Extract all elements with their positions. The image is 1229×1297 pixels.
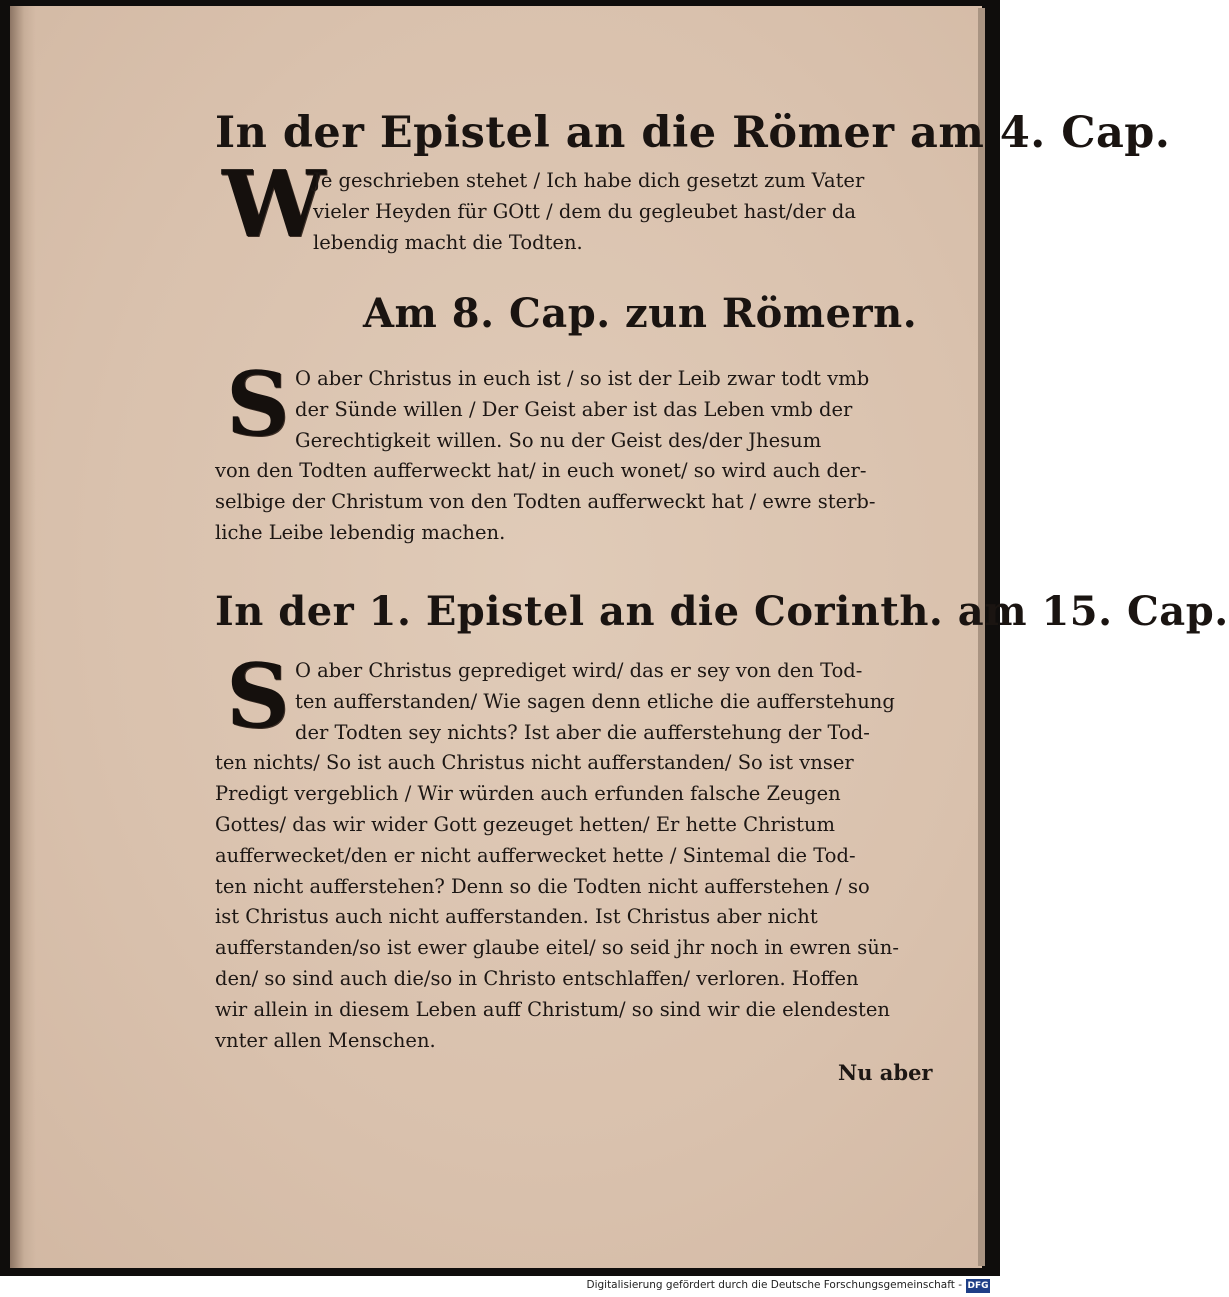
text-line: O aber Christus in euch ist / so ist der Leib zwar todt vmb bbox=[295, 367, 870, 390]
text-line: liche Leibe lebendig machen. bbox=[215, 520, 506, 544]
paragraph-romans-4 bbox=[215, 166, 940, 258]
drop-initial-w: W bbox=[222, 150, 326, 258]
text-line: aufferstanden/so ist ewer glaube eitel/ so seid jhr noch in ewren sün- bbox=[215, 936, 899, 960]
text-line: der Sünde willen / Der Geist aber ist das Leben vmb der bbox=[295, 397, 853, 421]
catchword: Nu aber bbox=[838, 1060, 933, 1085]
paragraph-romans-8 bbox=[215, 364, 940, 549]
drop-initial-s: S bbox=[226, 352, 290, 456]
heading-romans-4: In der Epistel an die Römer am 4. Cap. bbox=[215, 108, 1171, 158]
text-line: Gerechtigkeit willen. So nu der Geist des/der Jhesum bbox=[295, 428, 822, 452]
text-line: Gottes/ das wir wider Gott gezeuget hetten/ Er hette Christum bbox=[215, 812, 836, 836]
text-line: Je geschrieben stehet / Ich habe dich gesetzt zum Vater bbox=[313, 169, 865, 192]
heading-corinthians-15: In der 1. Epistel an die Corinth. am 15. Cap. bbox=[215, 588, 1229, 635]
text-line: lebendig macht die Todten. bbox=[313, 230, 583, 254]
text-line: vnter allen Menschen. bbox=[215, 1028, 436, 1052]
text-line: ten nichts/ So ist auch Christus nicht aufferstanden/ So ist vnser bbox=[215, 751, 854, 775]
page-gutter-shadow bbox=[10, 6, 36, 1268]
text-line: aufferwecket/den er nicht aufferwecket hette / Sintemal die Tod- bbox=[215, 843, 856, 867]
text-line: den/ so sind auch die/so in Christo entschlaffen/ verloren. Hoffen bbox=[215, 966, 859, 990]
paragraph-corinthians-15 bbox=[215, 656, 940, 1056]
drop-initial-s: S bbox=[226, 644, 290, 748]
text-line: der Todten sey nichts? Ist aber die aufferstehung der Tod- bbox=[295, 720, 870, 744]
text-line: Predigt vergeblich / Wir würden auch erfunden falsche Zeugen bbox=[215, 782, 841, 806]
text-line: ten aufferstanden/ Wie sagen denn etliche die aufferstehung bbox=[295, 689, 895, 713]
dfg-logo-icon: DFG bbox=[967, 1281, 989, 1291]
footer-bar bbox=[0, 1276, 1000, 1297]
text-line: ist Christus auch nicht aufferstanden. Ist Christus aber nicht bbox=[215, 905, 818, 929]
text-line: ten nicht aufferstehen? Denn so die Todten nicht aufferstehen / so bbox=[215, 874, 870, 898]
heading-romans-8: Am 8. Cap. zun Römern. bbox=[363, 290, 918, 337]
text-line: vieler Heyden für GOtt / dem du gegleubet hast/der da bbox=[313, 199, 857, 223]
text-line: O aber Christus geprediget wird/ das er sey von den Tod- bbox=[295, 659, 863, 682]
funding-notice: Digitalisierung gefördert durch die Deutsche Forschungsgemeinschaft - bbox=[586, 1279, 962, 1291]
page-edge bbox=[978, 8, 985, 1266]
text-line: von den Todten aufferweckt hat/ in euch wonet/ so wird auch der- bbox=[215, 459, 867, 483]
text-line: selbige der Christum von den Todten aufferweckt hat / ewre sterb- bbox=[215, 490, 876, 514]
text-line: wir allein in diesem Leben auff Christum/ so sind wir die elendesten bbox=[215, 997, 890, 1021]
